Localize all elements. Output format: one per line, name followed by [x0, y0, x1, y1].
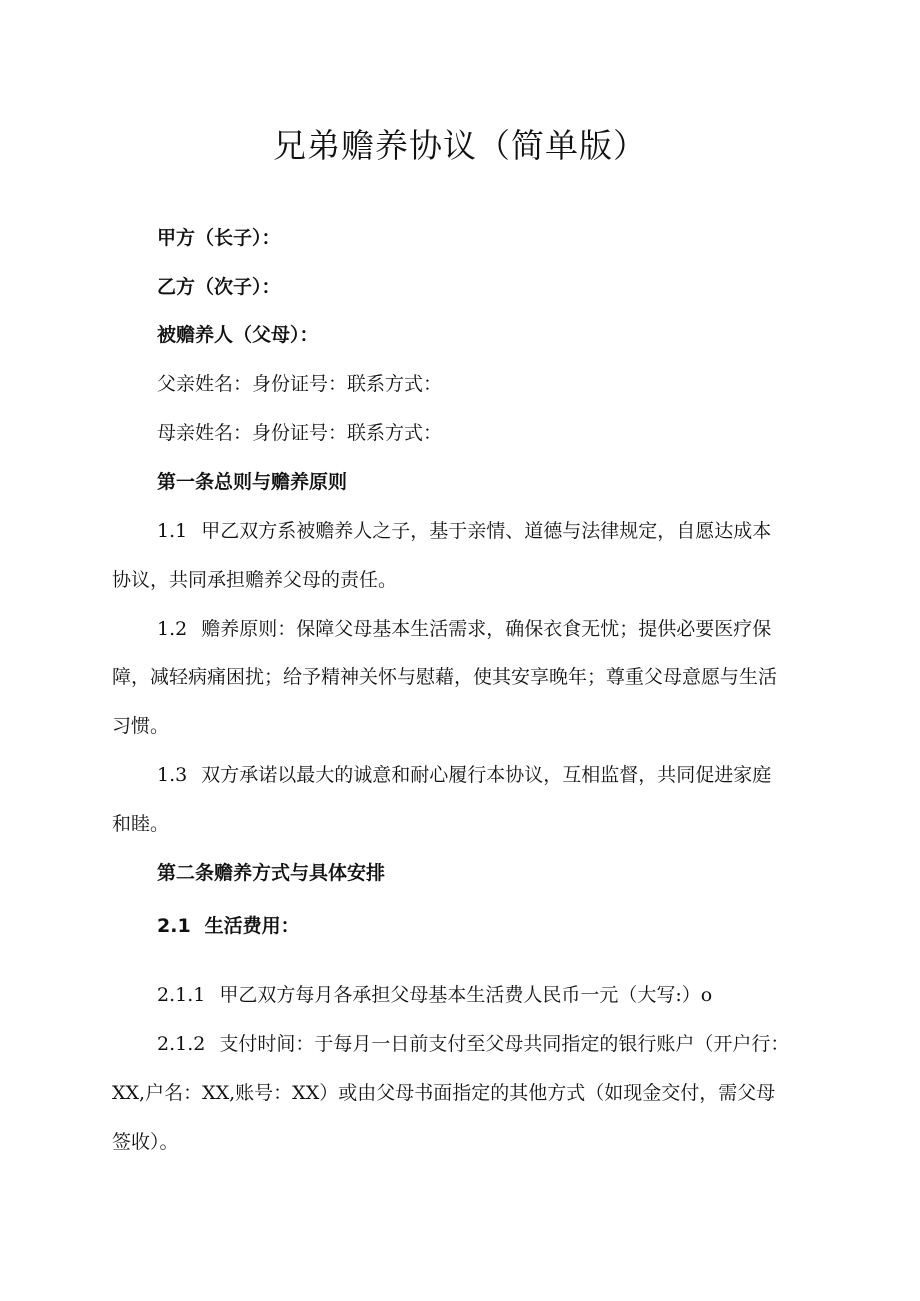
clause-text: 赡养原则：保障父母基本生活需求，确保衣食无忧；提供必要医疗保 [201, 618, 772, 640]
section-number: 2.1 [157, 915, 191, 937]
article-1-heading: 第一条总则与赡养原则 [157, 471, 348, 493]
clause-number: 2.1.1 [157, 984, 206, 1006]
supported-persons-label: 被赡养人（父母）： [157, 324, 319, 346]
section-2-1-heading [157, 913, 300, 939]
party-a-label: 甲方（长子）： [157, 227, 281, 249]
party-b-label: 乙方（次子）： [157, 276, 281, 298]
clause-number: 1.2 [157, 618, 188, 640]
clause-1-1-line-2: 协议，共同承担赡养父母的责任。 [112, 569, 398, 591]
clause-2-1-2-line-1 [157, 1031, 789, 1057]
document-title: 兄弟赡养协议（简单版） [273, 126, 647, 165]
clause-text: 双方承诺以最大的诚意和耐心履行本协议，互相监督，共同促进家庭 [201, 764, 772, 786]
clause-2-1-2-line-2: XX,户名：XX,账号：XX）或由父母书面指定的其他方式（如现金交付，需父母 [112, 1082, 776, 1104]
clause-2-1-1 [157, 982, 712, 1008]
clause-1-2-line-3: 习惯。 [112, 715, 170, 737]
clause-1-3-line-2: 和睦。 [112, 813, 170, 835]
clause-1-1-line-1 [157, 518, 771, 544]
clause-text: 甲乙双方每月各承担父母基本生活费人民币一元（大写:）o [219, 984, 713, 1006]
father-info-line: 父亲姓名：身份证号：联系方式： [157, 373, 443, 395]
article-2-heading: 第二条赡养方式与具体安排 [157, 862, 386, 884]
clause-number: 1.1 [157, 520, 188, 542]
clause-number: 2.1.2 [157, 1033, 206, 1055]
clause-1-2-line-2: 障，减轻病痛困扰；给予精神关怀与慰藉，使其安享晚年；尊重父母意愿与生活 [112, 666, 778, 688]
mother-info-line: 母亲姓名：身份证号：联系方式： [157, 422, 443, 444]
clause-text: 甲乙双方系被赡养人之子，基于亲情、道德与法律规定，自愿达成本 [201, 520, 772, 542]
clause-1-2-line-1 [157, 616, 771, 642]
section-text: 生活费用： [204, 915, 300, 937]
clause-1-3-line-1 [157, 762, 771, 788]
clause-number: 1.3 [157, 764, 188, 786]
clause-2-1-2-line-3: 签收）。 [112, 1131, 179, 1153]
clause-text: 支付时间：于每月一日前支付至父母共同指定的银行账户（开户行： [219, 1033, 790, 1055]
